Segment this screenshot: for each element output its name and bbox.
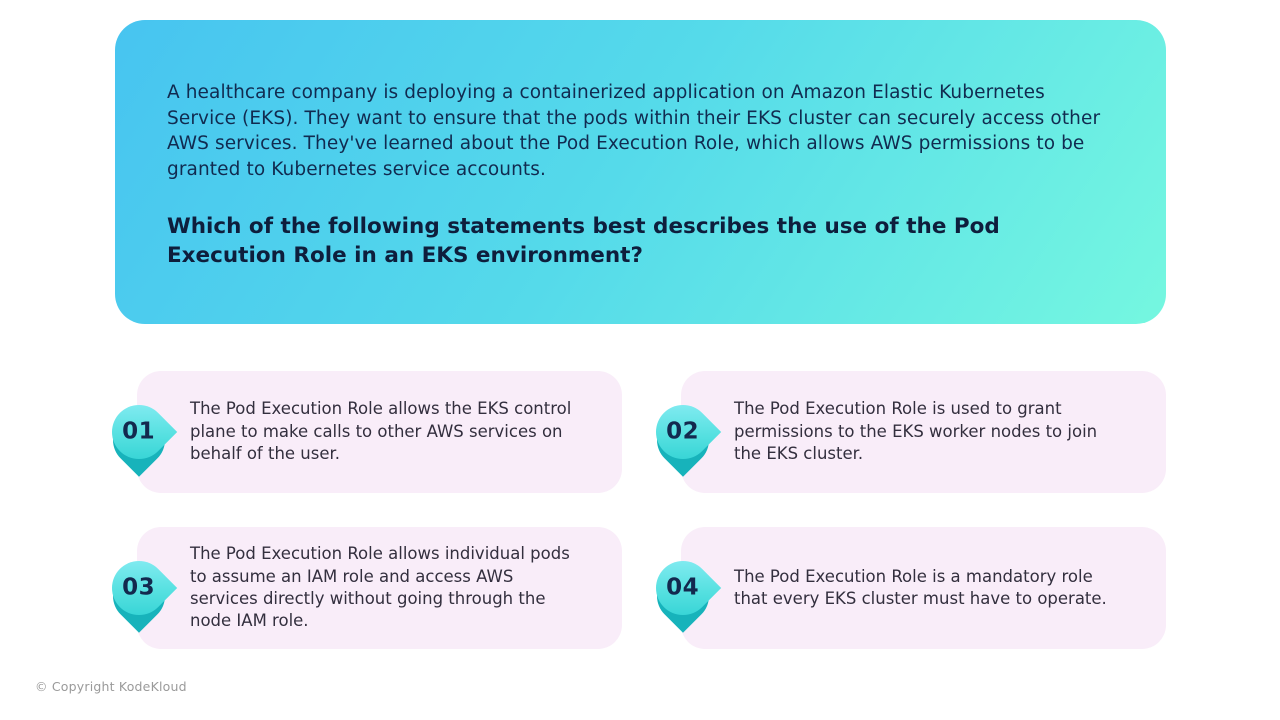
option-4-badge xyxy=(655,560,711,616)
option-card-2[interactable] xyxy=(666,371,1166,493)
badge-arrow-icon xyxy=(101,550,177,626)
option-4-text: The Pod Execution Role is a mandatory role that every EKS cluster must have to operate. xyxy=(734,566,1107,608)
option-2-number: 02 xyxy=(666,418,700,445)
option-3-number: 03 xyxy=(122,574,156,601)
copyright-notice: © Copyright KodeKloud xyxy=(35,679,187,694)
badge-arrow-icon xyxy=(645,550,721,626)
option-card-3[interactable] xyxy=(122,527,622,649)
option-2-badge xyxy=(655,404,711,460)
option-1-number: 01 xyxy=(122,418,156,445)
option-3-text: The Pod Execution Role allows individual pods to assume an IAM role and access AWS services directly without going through the node IAM role. xyxy=(190,544,570,631)
option-card-4[interactable] xyxy=(666,527,1166,649)
option-3-badge xyxy=(111,560,167,616)
badge-arrow-icon xyxy=(645,394,721,470)
badge-arrow-icon xyxy=(101,394,177,470)
option-1-text: The Pod Execution Role allows the EKS control plane to make calls to other AWS services on behalf of the user. xyxy=(190,399,572,464)
question-prompt-text: Which of the following statements best describes the use of the Pod Execution Role in an EKS environment? xyxy=(167,214,1000,268)
question-panel xyxy=(115,20,1166,324)
question-scenario-text: A healthcare company is deploying a containerized application on Amazon Elastic Kubernetes Service (EKS). They want to ensure that the pods within their EKS cluster can securely access other AWS services. They've learned about the Pod Execution Role, which allows AWS permissions to be granted to Kubernetes service accounts. xyxy=(167,82,1101,180)
option-1-badge xyxy=(111,404,167,460)
option-card-1[interactable] xyxy=(122,371,622,493)
option-4-number: 04 xyxy=(666,574,700,601)
option-2-text: The Pod Execution Role is used to grant permissions to the EKS worker nodes to join the EKS cluster. xyxy=(734,399,1098,464)
